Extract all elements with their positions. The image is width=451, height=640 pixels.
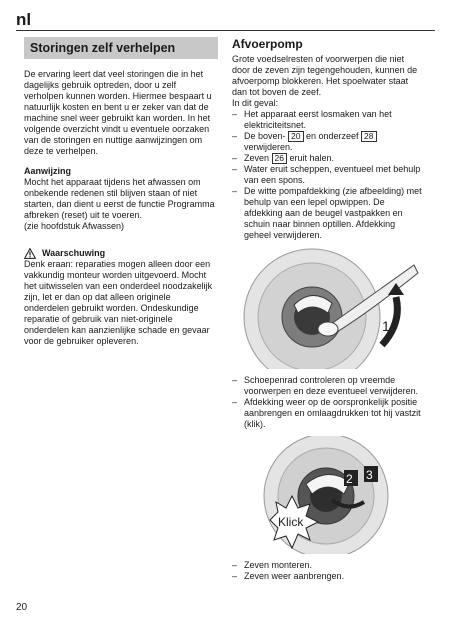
pump-cover-refit-illustration [232, 436, 420, 554]
list-item: – De witte pompafdekking (zie afbeelding) met behulp van een lepel opwippen. De afdekking aan de beugel vastpakken en schuin naar binnen optillen. Afdekking geheel verwijderen. [232, 186, 424, 241]
figure-step-number: 3 [366, 468, 373, 482]
left-column [24, 37, 218, 347]
part-number-box: 20 [288, 131, 303, 142]
list-item: – Water eruit scheppen, eventueel met behulp van een spons. [232, 164, 424, 186]
steps-list-1 [232, 109, 424, 241]
note-reference: (zie hoofdstuk Afwassen) [24, 221, 125, 231]
intro-text: De ervaring leert dat veel storingen die in het dagelijks gebruik optreden, door u zelf verholpen kunnen worden. Hiermee bespaart u natuurlijk kosten en bent u er zeker van dat de machine snel weer gebruikt kan worden. In het volgende overzicht vindt u eventuele oorzaken van de storingen en nuttige aanwijzingen om deze te verhelpen. [24, 69, 212, 156]
pump-refit-illustration [232, 436, 420, 554]
list-item: – Zeven 26 eruit halen. [232, 153, 424, 164]
section-title: Storingen zelf verhelpen [24, 37, 218, 59]
list-item: – Afdekking weer op de oorspronkelijk positie aanbrengen en omlaagdrukken tot hij vastzit (klik). [232, 397, 424, 430]
steps-list-2 [232, 375, 424, 430]
pump-cover-removal-illustration [232, 247, 420, 369]
note-text: Mocht het apparaat tijdens het afwassen om onbekende redenen stil blijven staan of niet starten, dan dient u eerst de functie Programma afbreken (reset) uit te voeren. [24, 177, 215, 220]
header-rule [16, 30, 435, 31]
warning-heading [24, 248, 218, 259]
note-title: Aanwijzing [24, 166, 71, 176]
pump-cover-illustration [232, 247, 420, 369]
steps-list-3 [232, 560, 424, 582]
right-column [232, 37, 424, 582]
list-item: – Het apparaat eerst losmaken van het elektriciteitsnet. [232, 109, 424, 131]
figure-step-number: 1 [382, 318, 390, 334]
figure-step-number: 2 [346, 472, 353, 486]
klick-label: Klick [278, 515, 304, 529]
warning-title: Waarschuwing [42, 248, 106, 258]
page-number: 20 [16, 602, 28, 613]
case-label: In dit geval: [232, 98, 279, 108]
list-item: – Zeven weer aanbrengen. [232, 571, 424, 582]
list-item: – Zeven monteren. [232, 560, 424, 571]
list-item: – Schoepenrad controleren op vreemde voorwerpen en deze eventueel verwijderen. [232, 375, 424, 397]
part-number-box: 26 [272, 153, 287, 164]
warning-text: Denk eraan: reparaties mogen alleen door een vakkundig monteur worden uitgevoerd. Mocht het uitwisselen van een onderdeel noodzakelijk zijn, let er dan op dat alleen originele onderdelen gebruikt worden. Ondeskundige reparatie of gebruik van niet-originele onderdelen kan aanzienlijke schade en gevaar voor de gebruiker opleveren. [24, 259, 213, 346]
warning-triangle-icon [24, 248, 36, 259]
pump-intro: Grote voedselresten of voorwerpen die niet door de zeven zijn tegengehouden, kunnen de afvoerpomp blokkeren. Het spoelwater staat dan tot boven de zeef. [232, 54, 418, 97]
list-item: – De boven- 20 en onderzeef 28 verwijderen. [232, 131, 424, 153]
language-code: nl [16, 10, 32, 29]
section-heading-afvoerpomp: Afvoerpomp [232, 37, 303, 51]
part-number-box: 28 [361, 131, 376, 142]
